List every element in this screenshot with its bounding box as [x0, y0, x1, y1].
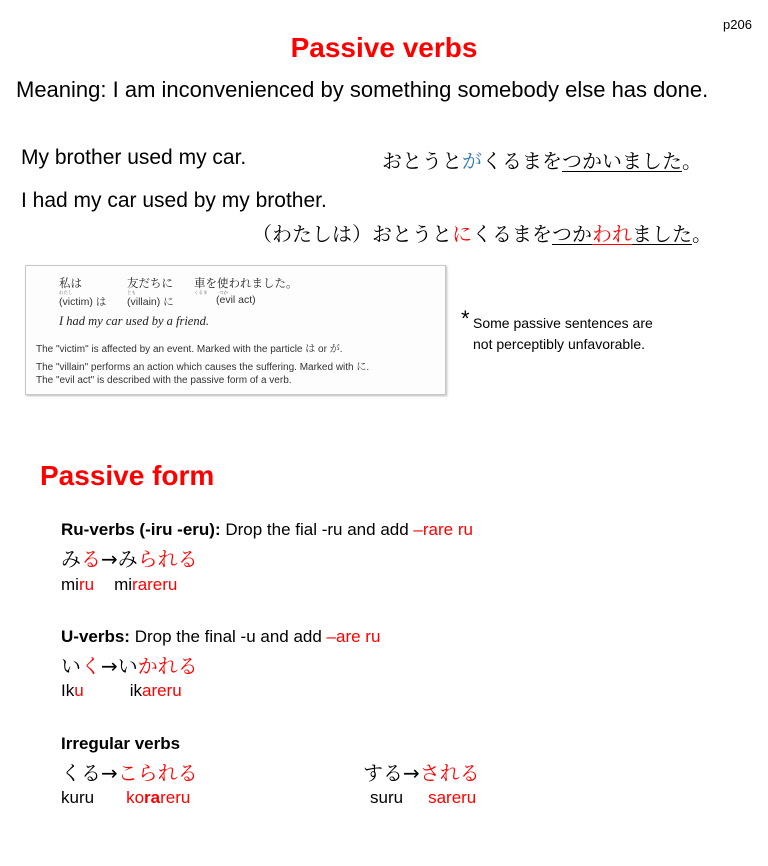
irregular-verbs-label: Irregular verbs: [61, 734, 181, 753]
ex2-subject: （わたしは）おとうと: [252, 222, 452, 246]
ru-romaji-passive-ending: rareru: [132, 575, 178, 594]
u-verbs-suffix: –are ru: [326, 627, 381, 646]
example-2-english: I had my car used by my brother.: [21, 189, 327, 212]
ex1-particle-ga: が: [462, 149, 482, 173]
ru-kana-passive-stem: み: [117, 547, 138, 571]
ru-verbs-romaji-example: [61, 575, 177, 595]
example-1-english: My brother used my car.: [21, 146, 247, 169]
excerpt-act-ja: 車を使われました。: [194, 276, 298, 290]
ru-kana-stem: み: [61, 547, 81, 571]
suru-kana: する: [363, 761, 403, 785]
u-romaji-passive-stem: ik: [129, 681, 142, 700]
excerpt-line-2: The "villain" performs an action which causes the suffering. Marked with に.: [36, 362, 370, 373]
u-verbs-description: Drop the final -u and add: [129, 627, 327, 646]
excerpt-act-role: (evil act): [216, 294, 256, 306]
page-title: Passive verbs: [290, 32, 478, 63]
irregular-verbs-heading: [61, 734, 180, 754]
excerpt-line-3: The "evil act" is described with the passive form of a verb.: [36, 375, 292, 386]
suru-romaji-passive: sareru: [428, 788, 477, 807]
ex2-period: 。: [692, 222, 712, 246]
u-kana-stem: い: [61, 654, 81, 678]
excerpt-villain-furigana: とも: [127, 290, 136, 295]
ru-kana-ending: る: [81, 547, 101, 571]
ru-verbs-kana-example: [61, 543, 198, 572]
side-note: [473, 313, 653, 355]
excerpt-translation: I had my car used by a friend.: [59, 314, 209, 328]
note-asterisk: *: [461, 306, 470, 331]
ex2-verb-stem: つか: [552, 222, 592, 246]
u-verbs-label: U-verbs:: [61, 627, 130, 646]
ex1-verb: つかいました: [562, 149, 682, 173]
excerpt-line-1: The "victim" is affected by an event. Marked with the particle は or が.: [36, 344, 343, 355]
page-number: p206: [723, 17, 752, 32]
ex1-period: 。: [682, 149, 702, 173]
u-kana-ending: く: [81, 654, 101, 678]
suru-kana-passive: される: [419, 761, 480, 785]
u-kana-passive-stem: い: [117, 654, 138, 678]
section-title-passive-form: Passive form: [40, 460, 215, 491]
kuru-romaji-example: [61, 788, 190, 808]
arrow-icon: →: [101, 761, 118, 785]
ex2-object: くるまを: [472, 222, 552, 246]
u-romaji-ending: u: [74, 681, 84, 700]
suru-kana-example: [363, 757, 480, 786]
excerpt-act-furigana-1: くるま: [194, 290, 208, 295]
note-line-1: Some passive sentences are: [473, 315, 653, 331]
kuru-romaji-passive-3: reru: [160, 788, 191, 807]
ru-verbs-label: Ru-verbs (-iru -eru):: [61, 520, 221, 539]
kuru-romaji-passive-2: ra: [144, 788, 161, 807]
meaning-line: Meaning: I am inconvenienced by something somebody else has done.: [16, 77, 709, 102]
arrow-icon: →: [101, 547, 118, 571]
ex1-object: くるまを: [482, 149, 562, 173]
ru-kana-passive-ending: られる: [137, 547, 198, 571]
ru-romaji-stem: mi: [61, 575, 79, 594]
excerpt-victim-role: (victim) は: [59, 296, 107, 308]
excerpt-victim-ja: 私は: [59, 276, 82, 290]
excerpt-act-furigana-2: つか: [219, 290, 228, 295]
u-verbs-kana-example: [61, 650, 198, 679]
textbook-excerpt: [25, 265, 446, 395]
suru-romaji: suru: [370, 788, 404, 807]
kuru-kana-example: [61, 757, 198, 786]
u-verbs-heading: [61, 627, 380, 647]
arrow-icon: →: [403, 761, 420, 785]
example-2-japanese: [252, 218, 712, 247]
arrow-icon: →: [101, 654, 118, 678]
u-kana-passive-ending: かれる: [137, 654, 198, 678]
excerpt-victim-furigana: わたし: [59, 290, 73, 295]
kuru-kana: くる: [61, 761, 101, 785]
note-line-2: not perceptibly unfavorable.: [473, 336, 645, 352]
excerpt-villain-ja: 友だちに: [127, 276, 173, 290]
excerpt-villain-role: (villain) に: [127, 296, 174, 308]
u-romaji-passive-ending: areru: [141, 681, 182, 700]
suru-romaji-example: [370, 788, 476, 808]
kuru-romaji: kuru: [61, 788, 95, 807]
example-1-japanese: [382, 145, 702, 174]
u-verbs-romaji-example: [61, 681, 182, 701]
ru-verbs-heading: [61, 520, 473, 540]
ex1-subject: おとうと: [382, 149, 462, 173]
ru-romaji-ending: ru: [78, 575, 95, 594]
ru-verbs-suffix: –rare ru: [413, 520, 473, 539]
u-romaji-stem: Ik: [61, 681, 75, 700]
kuru-romaji-passive-1: ko: [126, 788, 145, 807]
ex2-particle-ni: に: [452, 222, 472, 246]
ex2-verb-ending: ました: [632, 222, 692, 246]
ex2-verb-passive: われ: [592, 222, 632, 246]
ru-verbs-description: Drop the fial -ru and add: [220, 520, 414, 539]
ru-romaji-passive-stem: mi: [114, 575, 133, 594]
kuru-kana-passive: こられる: [117, 761, 198, 785]
